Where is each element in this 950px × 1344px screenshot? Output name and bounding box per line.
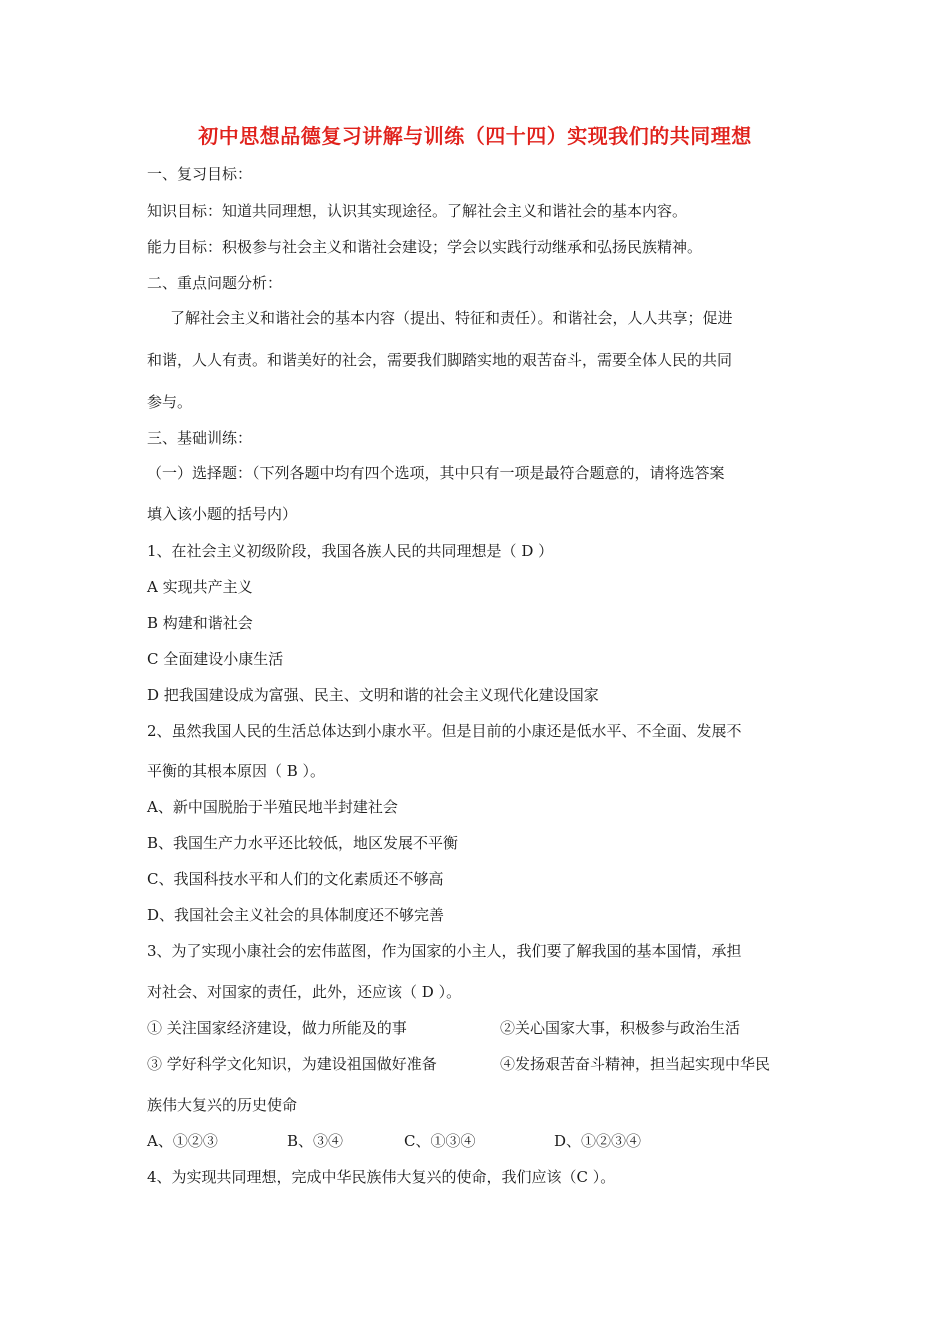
analysis-line-3: 参与。	[147, 393, 193, 411]
section-3-heading: 三、基础训练：	[147, 429, 253, 447]
question-2-option-c: C、我国科技水平和人们的文化素质还不够高	[147, 870, 444, 888]
question-3-statement-4-cont: 族伟大复兴的历史使命	[147, 1096, 298, 1114]
question-1-option-b: B 构建和谐社会	[147, 614, 253, 632]
section-1-heading: 一、复习目标：	[147, 165, 253, 183]
question-2-line-2: 平衡的其根本原因（ B ）。	[147, 762, 326, 780]
question-2-line-1: 2、虽然我国人民的生活总体达到小康水平。但是目前的小康还是低水平、不全面、发展不	[147, 722, 742, 740]
question-3-line-2: 对社会、对国家的责任，此外，还应该（ D ）。	[147, 983, 462, 1001]
question-2-option-a: A、新中国脱胎于半殖民地半封建社会	[147, 798, 398, 816]
question-1: 1、在社会主义初级阶段，我国各族人民的共同理想是（ D ）	[147, 542, 554, 560]
question-3-statement-3: ③ 学好科学文化知识，为建设祖国做好准备	[147, 1055, 437, 1073]
analysis-line-2: 和谐，人人有责。和谐美好的社会，需要我们脚踏实地的艰苦奋斗，需要全体人民的共同	[147, 351, 733, 369]
question-1-option-d: D 把我国建设成为富强、民主、文明和谐的社会主义现代化建设国家	[147, 686, 599, 704]
question-3-statement-1: ① 关注国家经济建设，做力所能及的事	[147, 1019, 407, 1037]
analysis-line-1: 了解社会主义和谐社会的基本内容（提出、特征和责任）。和谐社会，人人共享；促进	[170, 309, 733, 327]
question-1-option-c: C 全面建设小康生活	[147, 650, 284, 668]
question-3-line-1: 3、为了实现小康社会的宏伟蓝图，作为国家的小主人，我们要了解我国的基本国情，承担	[147, 942, 742, 960]
question-3-statement-2: ②关心国家大事，积极参与政治生活	[500, 1019, 741, 1037]
ability-goal: 能力目标：积极参与社会主义和谐社会建设；学会以实践行动继承和弘扬民族精神。	[147, 238, 703, 256]
document-title: 初中思想品德复习讲解与训练（四十四）实现我们的共同理想	[198, 124, 752, 148]
question-4: 4、为实现共同理想，完成中华民族伟大复兴的使命，我们应该（C ）。	[147, 1168, 616, 1186]
question-1-option-a: A 实现共产主义	[147, 578, 253, 596]
choice-instructions-2: 填入该小题的括号内）	[147, 505, 298, 523]
section-2-heading: 二、重点问题分析：	[147, 274, 283, 292]
question-3-option-c: C、①③④	[404, 1132, 476, 1150]
choice-instructions-1: （一）选择题：（下列各题中均有四个选项，其中只有一项是最符合题意的，请将选答案	[147, 464, 725, 482]
question-3-option-d: D、①②③④	[554, 1132, 642, 1150]
knowledge-goal: 知识目标：知道共同理想，认识其实现途径。了解社会主义和谐社会的基本内容。	[147, 202, 688, 220]
question-3-statement-4: ④发扬艰苦奋斗精神，担当起实现中华民	[500, 1055, 771, 1073]
question-3-option-b: B、③④	[287, 1132, 344, 1150]
question-3-option-a: A、①②③	[147, 1132, 218, 1150]
question-2-option-b: B、我国生产力水平还比较低，地区发展不平衡	[147, 834, 459, 852]
question-2-option-d: D、我国社会主义社会的具体制度还不够完善	[147, 906, 445, 924]
